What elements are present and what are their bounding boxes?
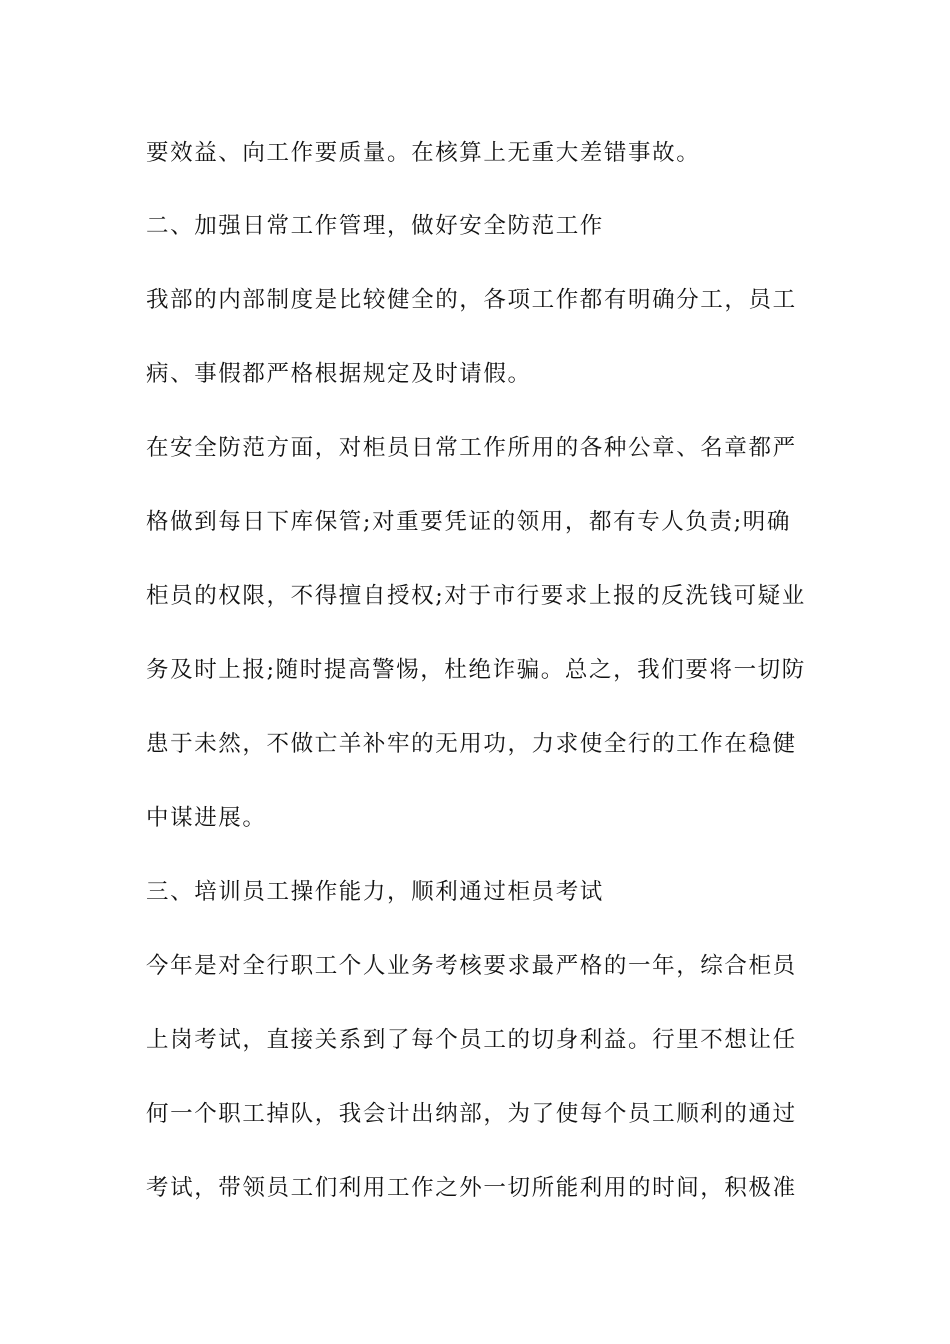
paragraph-line: 中谋进展。: [146, 805, 267, 831]
paragraph-line: 考试，带领员工们利用工作之外一切所能利用的时间，积极准: [146, 1175, 797, 1201]
paragraph-line: 今年是对全行职工个人业务考核要求最严格的一年，综合柜员: [146, 953, 797, 979]
section-heading-3: 三、培训员工操作能力，顺利通过柜员考试: [146, 879, 604, 905]
paragraph-line: 要效益、向工作要质量。在核算上无重大差错事故。: [146, 140, 701, 166]
paragraph-line: 格做到每日下库保管;对重要凭证的领用，都有专人负责;明确: [146, 509, 791, 535]
paragraph-line: 病、事假都严格根据规定及时请假。: [146, 361, 532, 387]
paragraph-line: 上岗考试，直接关系到了每个员工的切身利益。行里不想让任: [146, 1027, 797, 1053]
section-heading-2: 二、加强日常工作管理，做好安全防范工作: [146, 213, 604, 239]
paragraph-line: 务及时上报;随时提高警惕，杜绝诈骗。总之，我们要将一切防: [146, 657, 806, 683]
paragraph-line: 柜员的权限，不得擅自授权;对于市行要求上报的反洗钱可疑业: [146, 583, 806, 609]
paragraph-line: 何一个职工掉队，我会计出纳部，为了使每个员工顺利的通过: [146, 1101, 797, 1127]
paragraph-line: 患于未然，不做亡羊补牢的无用功，力求使全行的工作在稳健: [146, 731, 797, 757]
paragraph-line: 在安全防范方面，对柜员日常工作所用的各种公章、名章都严: [146, 435, 797, 461]
paragraph-line: 我部的内部制度是比较健全的，各项工作都有明确分工，员工: [146, 287, 797, 313]
